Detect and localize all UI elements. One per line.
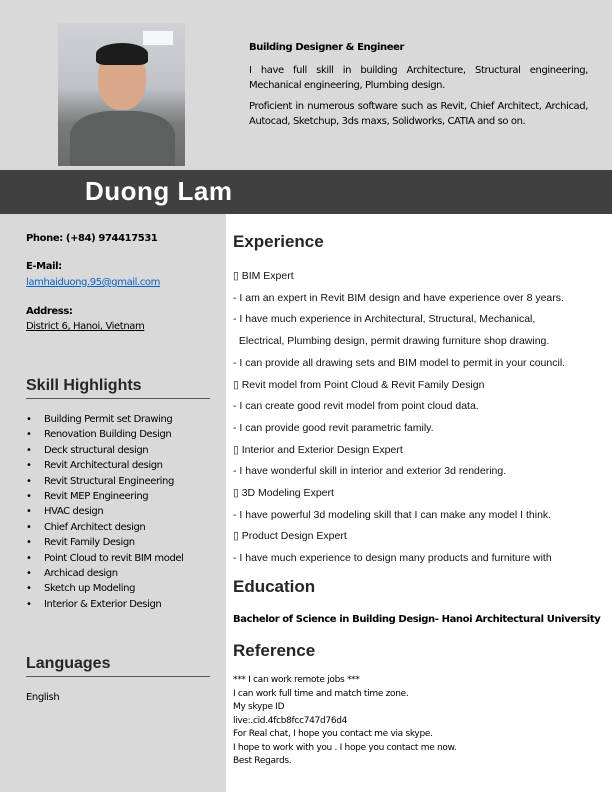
job-title: Building Designer & Engineer [249, 42, 405, 53]
left-column [0, 214, 226, 792]
skill-item: • Revit Family Design [26, 537, 184, 552]
skills-heading: Skill Highlights [26, 377, 210, 399]
experience-line: ▯ Interior and Exterior Design Expert [233, 443, 403, 456]
skills-list [26, 414, 184, 614]
skill-item: • Deck structural design [26, 445, 184, 460]
name: Duong Lam [85, 176, 233, 206]
reference-line: For Real chat, I hope you contact me via skype. [233, 729, 433, 739]
experience-line: - I have powerful 3d modeling skill that I can make any model I think. [233, 508, 552, 521]
reference-line: My skype ID [233, 702, 285, 712]
experience-line: ▯ Revit model from Point Cloud & Revit Family Design [233, 378, 485, 391]
intro-paragraph: Proficient in numerous software such as Revit, Chief Architect, Archicad, Autocad, Sketchup, 3ds maxs, Solidworks, CATIA and so on. [249, 101, 588, 127]
experience-line: ▯ Product Design Expert [233, 530, 347, 543]
address: District 6, Hanoi, Vietnam [26, 321, 145, 332]
profile-photo [58, 23, 185, 166]
experience-line: ▯ 3D Modeling Expert [233, 487, 334, 500]
skill-item: • Point Cloud to revit BIM model [26, 553, 184, 568]
skill-item: • Sketch up Modeling [26, 583, 184, 598]
reference-text [233, 674, 456, 769]
header-section [0, 0, 612, 170]
email-link[interactable]: lamhaiduong.95@gmail.com [26, 277, 160, 288]
education-text: Bachelor of Science in Building Design- Hanoi Architectural University [233, 614, 601, 625]
experience-line: - I have much experience in Architectural, Structural, Mechanical, [233, 313, 536, 326]
experience-line: - I can provide all drawing sets and BIM model to permit in your council. [233, 356, 566, 369]
skill-item: • Revit Structural Engineering [26, 476, 184, 491]
skill-item: • Chief Architect design [26, 522, 184, 537]
skill-item: • Renovation Building Design [26, 429, 184, 444]
reference-line: I hope to work with you . I hope you contact me now. [233, 742, 457, 753]
reference-line: live:.cid.4fcb8fcc747d76d4 [233, 715, 348, 726]
reference-line: Best Regards. [233, 756, 292, 766]
language-item: English [26, 692, 60, 703]
name-band [0, 170, 612, 214]
languages-heading: Languages [26, 655, 210, 677]
skill-item: • Revit MEP Engineering [26, 491, 184, 506]
education-heading: Education [233, 577, 316, 596]
phone: Phone: (+84) 974417531 [26, 233, 158, 244]
reference-heading: Reference [233, 641, 316, 660]
experience-line: ▯ BIM Expert [233, 270, 294, 282]
experience-line: Electrical, Plumbing design, permit drawing furniture shop drawing. [233, 335, 550, 348]
skill-item: • Archicad design [26, 568, 184, 583]
experience-line: - I have much experience to design many products and furniture with [233, 552, 552, 565]
skill-item: • Building Permit set Drawing [26, 414, 184, 429]
experience-list [233, 266, 565, 570]
intro [249, 40, 588, 135]
experience-heading: Experience [233, 232, 324, 251]
experience-line: - I am an expert in Revit BIM design and have experience over 8 years. [233, 291, 564, 304]
reference-line: *** I can work remote jobs *** [233, 675, 360, 685]
skill-item: • HVAC design [26, 506, 184, 521]
experience-line: - I have wonderful skill in interior and exterior 3d rendering. [233, 465, 507, 478]
experience-line: - I can provide good revit parametric family. [233, 421, 434, 434]
email-label: E-Mail: [26, 261, 62, 272]
skill-item: • Interior & Exterior Design [26, 599, 184, 614]
experience-line: - I can create good revit model from point cloud data. [233, 400, 479, 413]
skill-item: • Revit Architectural design [26, 460, 184, 475]
intro-paragraph: I have full skill in building Architecture, Structural engineering, Mechanical engineering, Plumbing design. [249, 65, 588, 91]
reference-line: I can work full time and match time zone. [233, 688, 409, 699]
address-label: Address: [26, 306, 73, 317]
